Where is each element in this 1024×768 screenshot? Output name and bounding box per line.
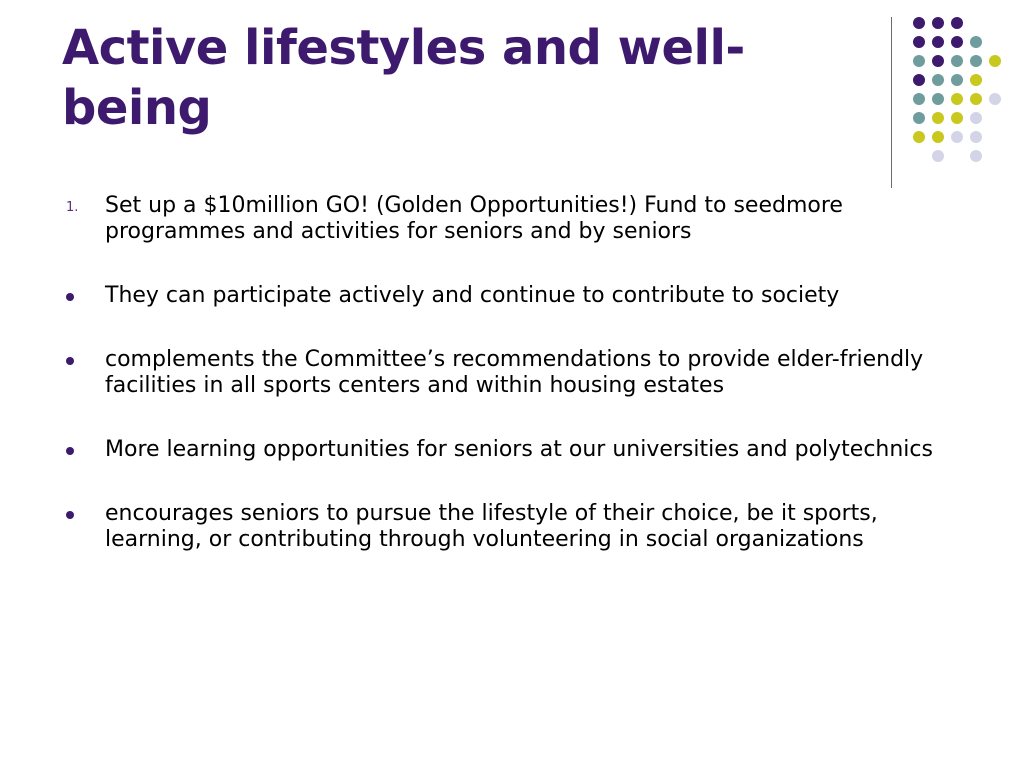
dot <box>913 93 925 105</box>
list-item-bullet <box>0 347 1024 399</box>
dot <box>932 112 944 124</box>
content-list <box>0 193 1024 591</box>
list-item-text: complements the Committee’s recommendations to provide elder-friendly facilities in all sports centers and within housing estates <box>105 347 924 398</box>
list-number-marker: 1. <box>66 200 79 215</box>
dot <box>970 131 982 143</box>
dot <box>970 150 982 162</box>
dot <box>970 93 982 105</box>
list-item-numbered <box>0 193 1024 245</box>
dot <box>932 74 944 86</box>
dot <box>913 17 925 29</box>
list-item-bullet <box>0 501 1024 553</box>
bullet-icon <box>66 447 74 455</box>
dot <box>951 74 963 86</box>
dot <box>932 17 944 29</box>
bullet-icon <box>66 511 74 519</box>
list-item-text: They can participate actively and continue to contribute to society <box>105 283 840 308</box>
list-item-bullet <box>0 437 1024 463</box>
dot <box>913 36 925 48</box>
dot <box>913 74 925 86</box>
title-divider-line <box>891 17 892 188</box>
dot <box>932 93 944 105</box>
dot <box>932 55 944 67</box>
dot <box>989 55 1001 67</box>
dot <box>989 93 1001 105</box>
dot <box>970 36 982 48</box>
dot <box>951 112 963 124</box>
list-item-text: More learning opportunities for seniors at our universities and polytechnics <box>105 437 933 462</box>
dot <box>951 55 963 67</box>
dot <box>951 36 963 48</box>
dot <box>913 112 925 124</box>
list-item-bullet <box>0 283 1024 309</box>
dot <box>932 131 944 143</box>
bullet-icon <box>66 357 74 365</box>
dot <box>951 17 963 29</box>
dot <box>932 150 944 162</box>
list-item-text: encourages seniors to pursue the lifestyle of their choice, be it sports, learning, or contributing through volunteering in social organizations <box>105 501 878 552</box>
slide-title: Active lifestyles and well- being <box>62 20 745 136</box>
dot <box>913 55 925 67</box>
list-item-text: Set up a $10million GO! (Golden Opportunities!) Fund to seedmore programmes and activities for seniors and by seniors <box>105 193 843 244</box>
dot <box>913 131 925 143</box>
dot <box>932 36 944 48</box>
dot <box>951 131 963 143</box>
dot <box>970 112 982 124</box>
dot <box>951 93 963 105</box>
dot <box>970 74 982 86</box>
bullet-icon <box>66 293 74 301</box>
dot <box>970 55 982 67</box>
